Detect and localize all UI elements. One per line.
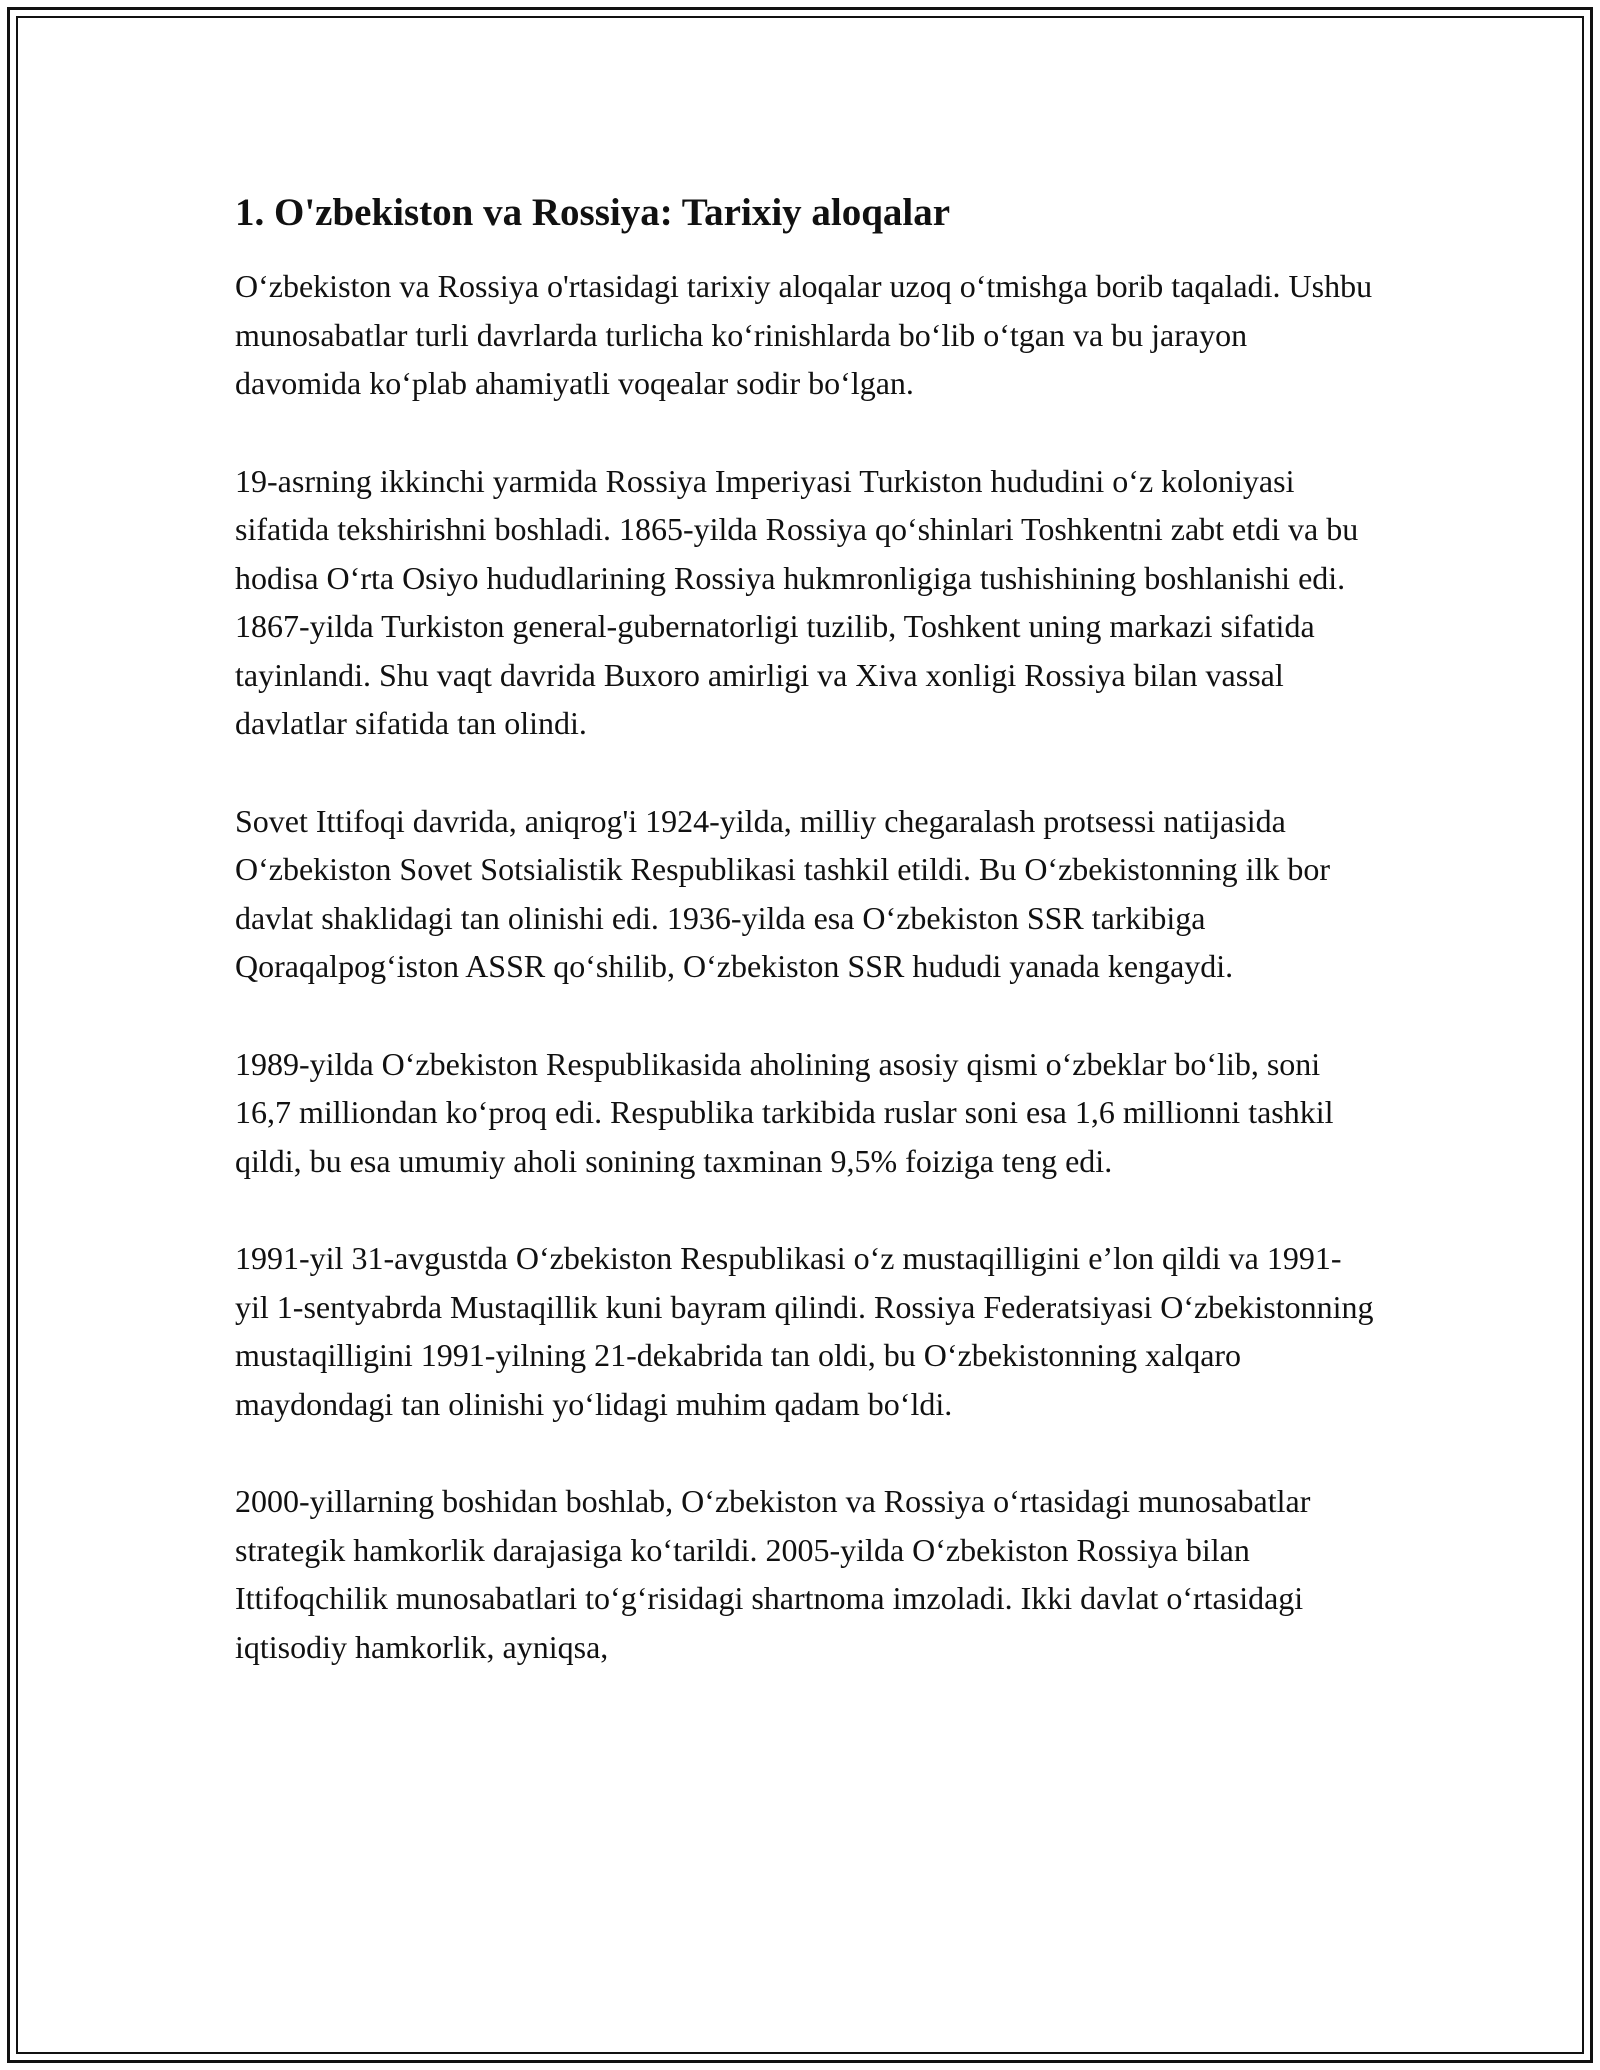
paragraph-population-1989: 1989-yilda O‘zbekiston Respublikasida aholining asosiy qismi o‘zbeklar bo‘lib, soni 16,7 milliondan ko‘proq edi. Respublika tarkibida ruslar soni esa 1,6 millionni tashkil qildi, bu esa umumiy aholi sonining taxminan 9,5% foiziga teng edi. bbox=[235, 1045, 1334, 1179]
paragraph-independence: 1991-yil 31-avgustda O‘zbekiston Respublikasi o‘z mustaqilligini e’lon qildi va 1991-yil 1-sentyabrda Mustaqillik kuni bayram qilindi. Rossiya Federatsiyasi O‘zbekistonning mustaqilligini 1991-yilning 21-dekabrida tan oldi, bu O‘zbekistonning xalqaro maydondagi tan olinishi yo‘lidagi muhim qadam bo‘ldi. bbox=[235, 1240, 1374, 1422]
paragraph-19th-century: 19-asrning ikkinchi yarmida Rossiya Imperiyasi Turkiston hududini o‘z koloniyasi sifatida tekshirishni boshladi. 1865-yilda Rossiya qo‘shinlari Toshkentni zabt etdi va bu hodisa O‘rta Osiyo hududlarining Rossiya hukmronligiga tushishining boshlanishi edi. 1867-yilda Turkiston general-gubernatorligi tuzilib, Toshkent uning markazi sifatida tayinlandi. Shu vaqt davrida Buxoro amirligi va Xiva xonligi Rossiya bilan vassal davlatlar sifatida tan olindi. bbox=[235, 462, 1359, 741]
section-title: 1. O'zbekiston va Rossiya: Tarixiy aloqalar bbox=[235, 191, 951, 234]
document-body bbox=[235, 188, 1375, 1720]
paragraph-intro: O‘zbekiston va Rossiya o'rtasidagi tarixiy aloqalar uzoq o‘tmishga borib taqaladi. Ushbu munosabatlar turli davrlarda turlicha ko‘rinishlarda bo‘lib o‘tgan va bu jarayon davomida ko‘plab ahamiyatli voqealar sodir bo‘lgan. bbox=[235, 268, 1373, 401]
paragraph-soviet-era: Sovet Ittifoqi davrida, aniqrog'i 1924-yilda, milliy chegaralash protsessi natijasida O‘zbekiston Sovet Sotsialistik Respublikasi tashkil etildi. Bu O‘zbekistonning ilk bor davlat shaklidagi tan olinishi edi. 1936-yilda esa O‘zbekiston SSR tarkibiga Qoraqalpog‘iston ASSR qo‘shilib, O‘zbekiston SSR hududi yanada kengaydi. bbox=[235, 802, 1331, 984]
paragraph-2000s: 2000-yillarning boshidan boshlab, O‘zbekiston va Rossiya o‘rtasidagi munosabatlar strategik hamkorlik darajasiga ko‘tarildi. 2005-yilda O‘zbekiston Rossiya bilan Ittifoqchilik munosabatlari to‘g‘risidagi shartnoma imzoladi. Ikki davlat o‘rtasidagi iqtisodiy hamkorlik, ayniqsa, bbox=[235, 1483, 1311, 1665]
